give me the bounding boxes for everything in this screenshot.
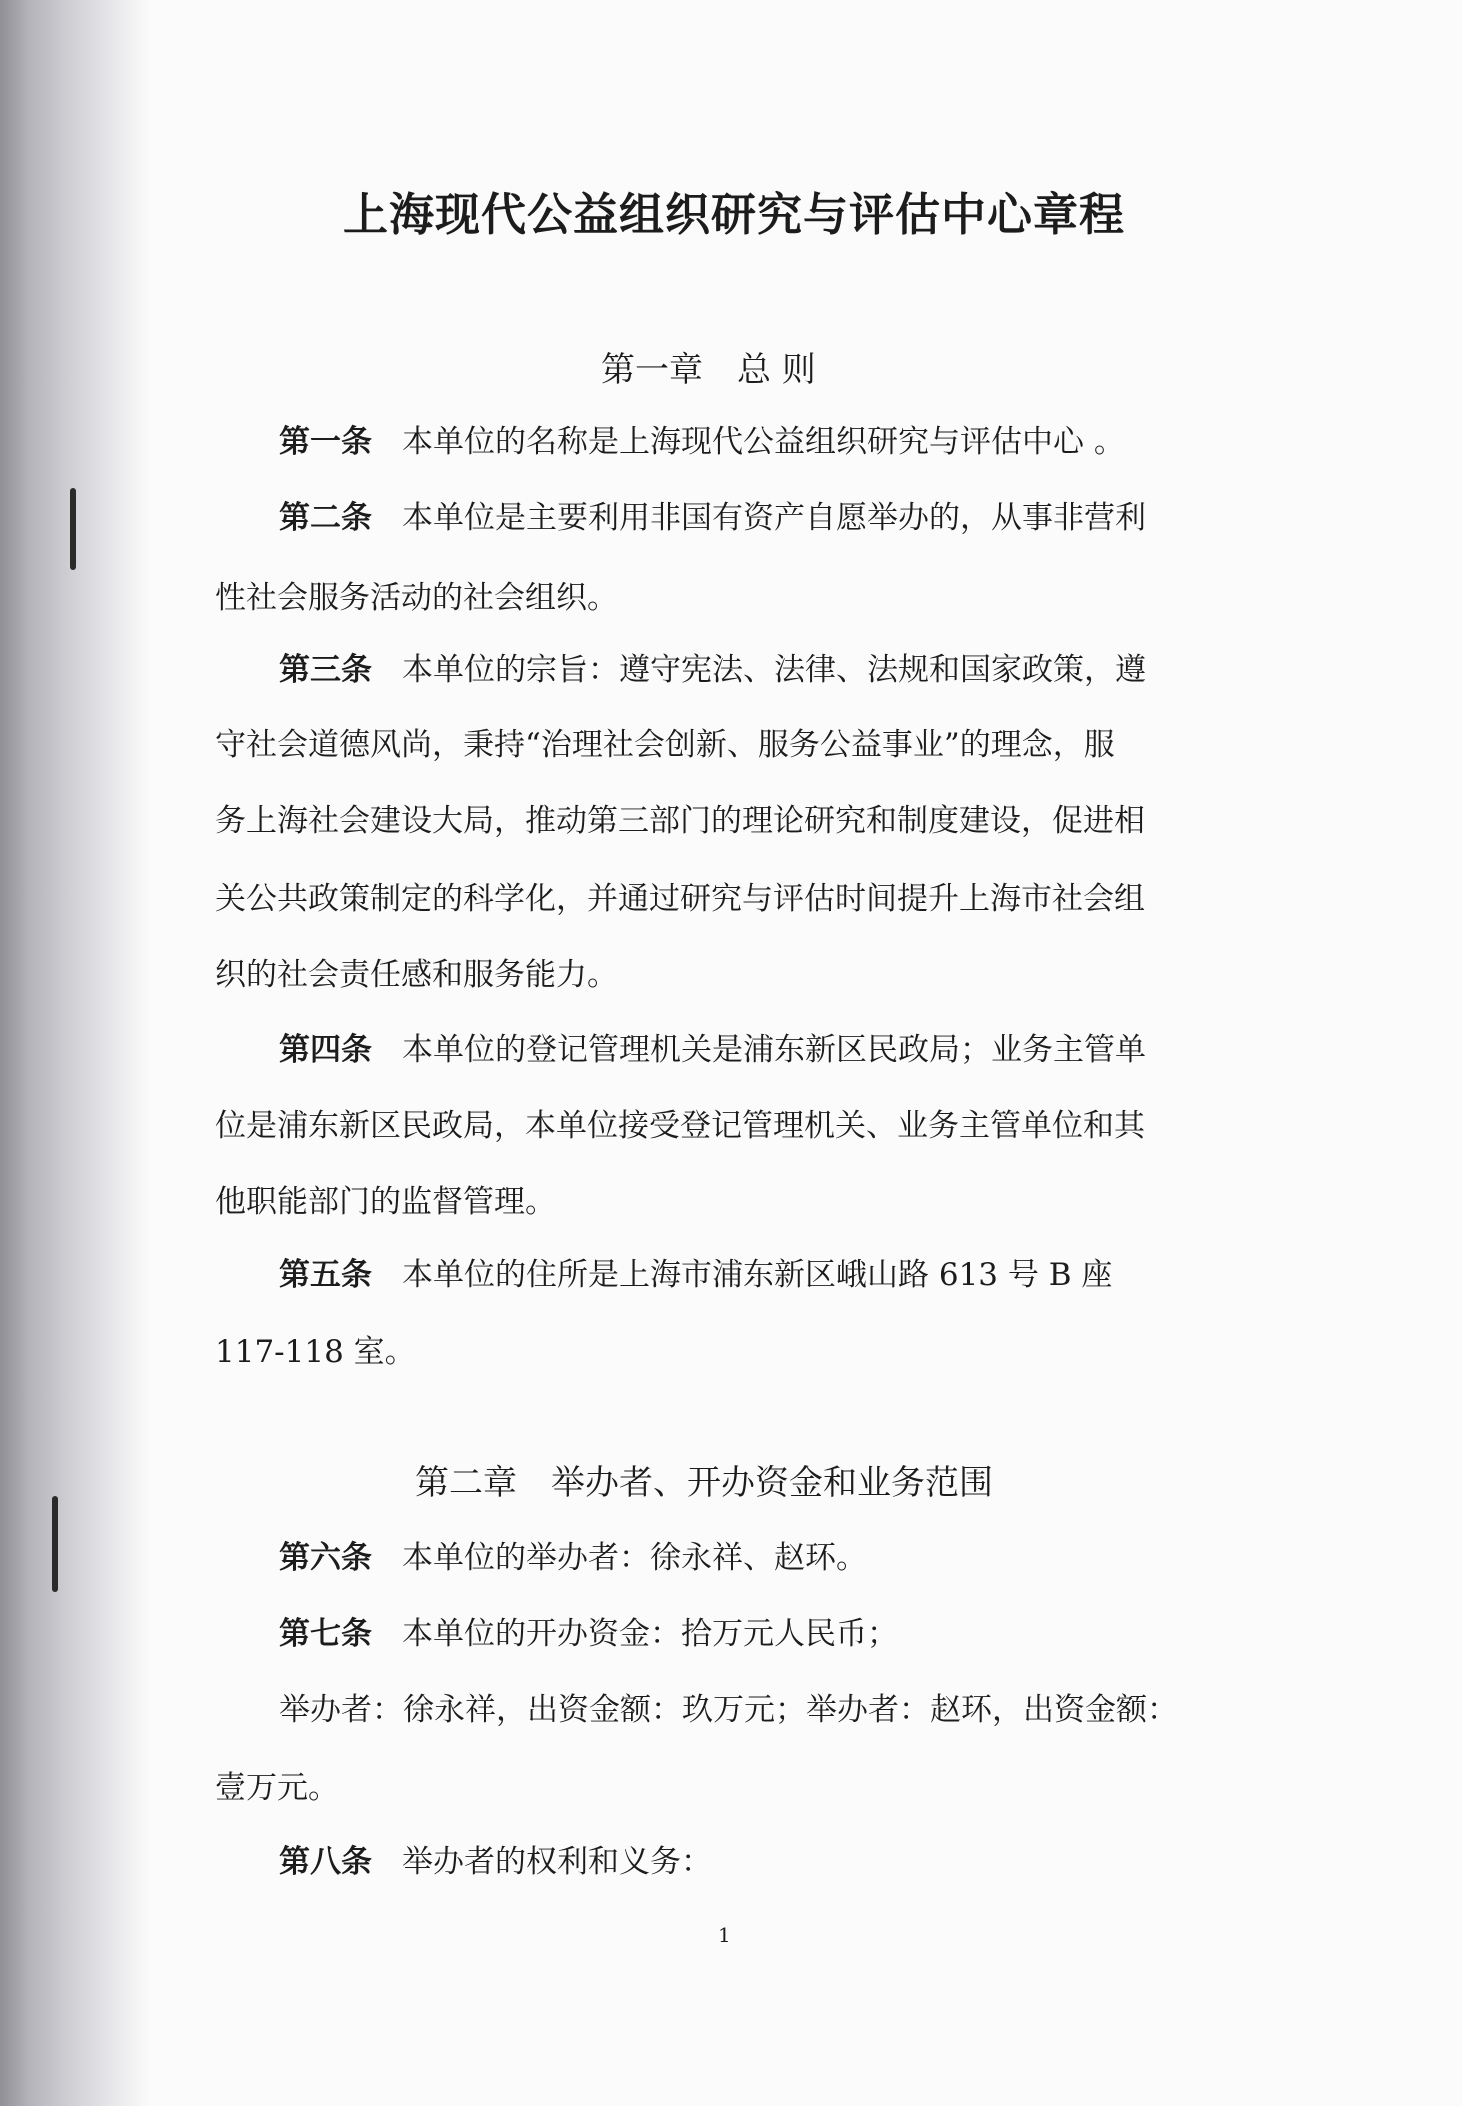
article-text-line: 性社会服务活动的社会组织。	[215, 580, 618, 616]
article-text: 本单位的名称是上海现代公益组织研究与评估中心 。	[402, 424, 1125, 460]
article-3	[215, 650, 1309, 690]
article-text-line: 关公共政策制定的科学化，并通过研究与评估时间提升上海市社会组	[215, 881, 1145, 917]
article-label: 第八条	[279, 1844, 372, 1880]
staple-top	[70, 488, 76, 570]
article-label: 第五条	[279, 1257, 372, 1293]
article-5	[215, 1255, 1309, 1295]
article-text-line: 举办者：徐永祥，出资金额：玖万元；举办者：赵环，出资金额：	[279, 1692, 1178, 1728]
article-8	[215, 1842, 1309, 1882]
article-label: 第七条	[279, 1616, 372, 1652]
article-text: 本单位是主要利用非国有资产自愿举办的，从事非营利	[402, 500, 1146, 536]
article-label: 第三条	[279, 652, 372, 688]
article-text: 举办者的权利和义务：	[402, 1844, 712, 1880]
article-text: 本单位的登记管理机关是浦东新区民政局；业务主管单	[402, 1032, 1146, 1068]
article-7	[215, 1614, 1309, 1654]
article-text: 本单位的开办资金：拾万元人民币；	[402, 1616, 898, 1652]
article-label: 第二条	[279, 500, 372, 536]
article-2	[215, 498, 1309, 538]
article-text: 本单位的举办者：徐永祥、赵环。	[402, 1540, 867, 1576]
staple-bottom	[52, 1496, 58, 1592]
article-text: 本单位的宗旨：遵守宪法、法律、法规和国家政策，遵	[402, 652, 1146, 688]
article-text-line: 位是浦东新区民政局，本单位接受登记管理机关、业务主管单位和其	[215, 1108, 1145, 1144]
article-label: 第四条	[279, 1032, 372, 1068]
document-page	[215, 0, 1245, 2106]
article-text-line: 务上海社会建设大局，推动第三部门的理论研究和制度建设，促进相	[215, 803, 1145, 839]
article-text-line: 壹万元。	[215, 1770, 339, 1806]
article-text: 本单位的住所是上海市浦东新区峨山路 613 号 B 座	[402, 1257, 1113, 1293]
article-1	[215, 422, 1309, 462]
article-text-line: 他职能部门的监督管理。	[215, 1184, 556, 1220]
chapter-heading-1: 第一章 总 则	[601, 350, 816, 390]
article-text-line: 织的社会责任感和服务能力。	[215, 957, 618, 993]
article-6	[215, 1538, 1309, 1578]
article-4	[215, 1030, 1309, 1070]
page-number: 1	[718, 1923, 731, 1947]
document-title: 上海现代公益组织研究与评估中心章程	[343, 188, 1126, 241]
binding-shadow	[0, 0, 150, 2106]
article-label: 第一条	[279, 424, 372, 460]
chapter-heading-2: 第二章 举办者、开办资金和业务范围	[415, 1463, 993, 1503]
article-label: 第六条	[279, 1540, 372, 1576]
article-text-line: 守社会道德风尚，秉持“治理社会创新、服务公益事业”的理念，服	[215, 727, 1115, 763]
article-text-line: 117-118 室。	[215, 1334, 416, 1370]
